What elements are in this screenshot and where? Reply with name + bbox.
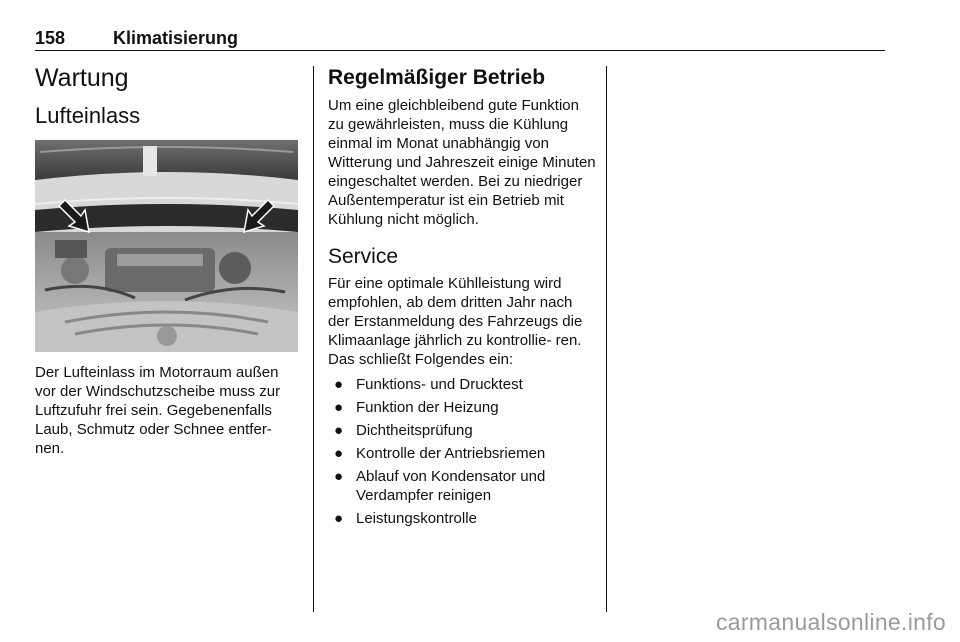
bullet-icon: ● xyxy=(334,376,344,393)
engine-bay-illustration xyxy=(35,140,298,352)
left-paragraph-block xyxy=(35,363,300,458)
list-item: ● Funktions- und Drucktest xyxy=(334,376,523,393)
list-item: ● Funktion der Heizung xyxy=(334,399,499,416)
section-title: Wartung xyxy=(35,64,129,92)
chapter-title: Klimatisierung xyxy=(113,28,239,48)
list-item: ● Leistungskontrolle xyxy=(334,510,477,527)
bullet-icon: ● xyxy=(334,399,344,416)
page-number: 158 xyxy=(35,28,66,48)
bullet-icon: ● xyxy=(334,468,344,485)
bullet-icon: ● xyxy=(334,445,344,462)
bullet-icon: ● xyxy=(334,510,344,527)
list-item: ● Kontrolle der Antriebsriemen xyxy=(334,445,546,462)
header-rule xyxy=(35,50,885,51)
right-column xyxy=(328,62,596,532)
list-item: ● Ablauf von Kondensator und Verdampfer reinigen xyxy=(334,468,546,504)
service-checklist xyxy=(328,375,596,528)
left-column xyxy=(35,62,300,130)
service-text: Für eine optimale Kühlleistung wird empfohlen, ab dem dritten Jahr nach der Erstanmeldung des Fahrzeugs die Klimaanlage jährlich zu kontrollie- ren. Das schließt Folgendes ein: xyxy=(328,275,583,368)
service-title: Service xyxy=(328,245,399,268)
bullet-icon: ● xyxy=(334,422,344,439)
engine-bay-photo xyxy=(35,140,298,352)
column-divider-2 xyxy=(606,66,607,612)
air-inlet-paragraph: Der Lufteinlass im Motorraum außen vor der Windschutzscheibe muss zur Luftzufuhr frei sein. Gegebenenfalls Laub, Schmutz oder Schnee entfer- nen. xyxy=(35,364,281,457)
watermark: carmanualsonline.info xyxy=(715,609,946,635)
regular-operation-text: Um eine gleichbleibend gute Funktion zu gewährleisten, muss die Kühlung einmal im Monat unabhängig von Witterung und Jahreszeit einige Minuten eingeschaltet werden. Bei zu niedriger Außentemperatur ist ein Betrieb mit Kühlung nicht möglich. xyxy=(328,97,596,228)
column-divider-1 xyxy=(313,66,314,612)
subsection-title: Lufteinlass xyxy=(35,103,141,128)
regular-operation-title: Regelmäßiger Betrieb xyxy=(328,66,546,89)
list-item: ● Dichtheitsprüfung xyxy=(334,422,473,439)
page-header xyxy=(35,28,885,50)
